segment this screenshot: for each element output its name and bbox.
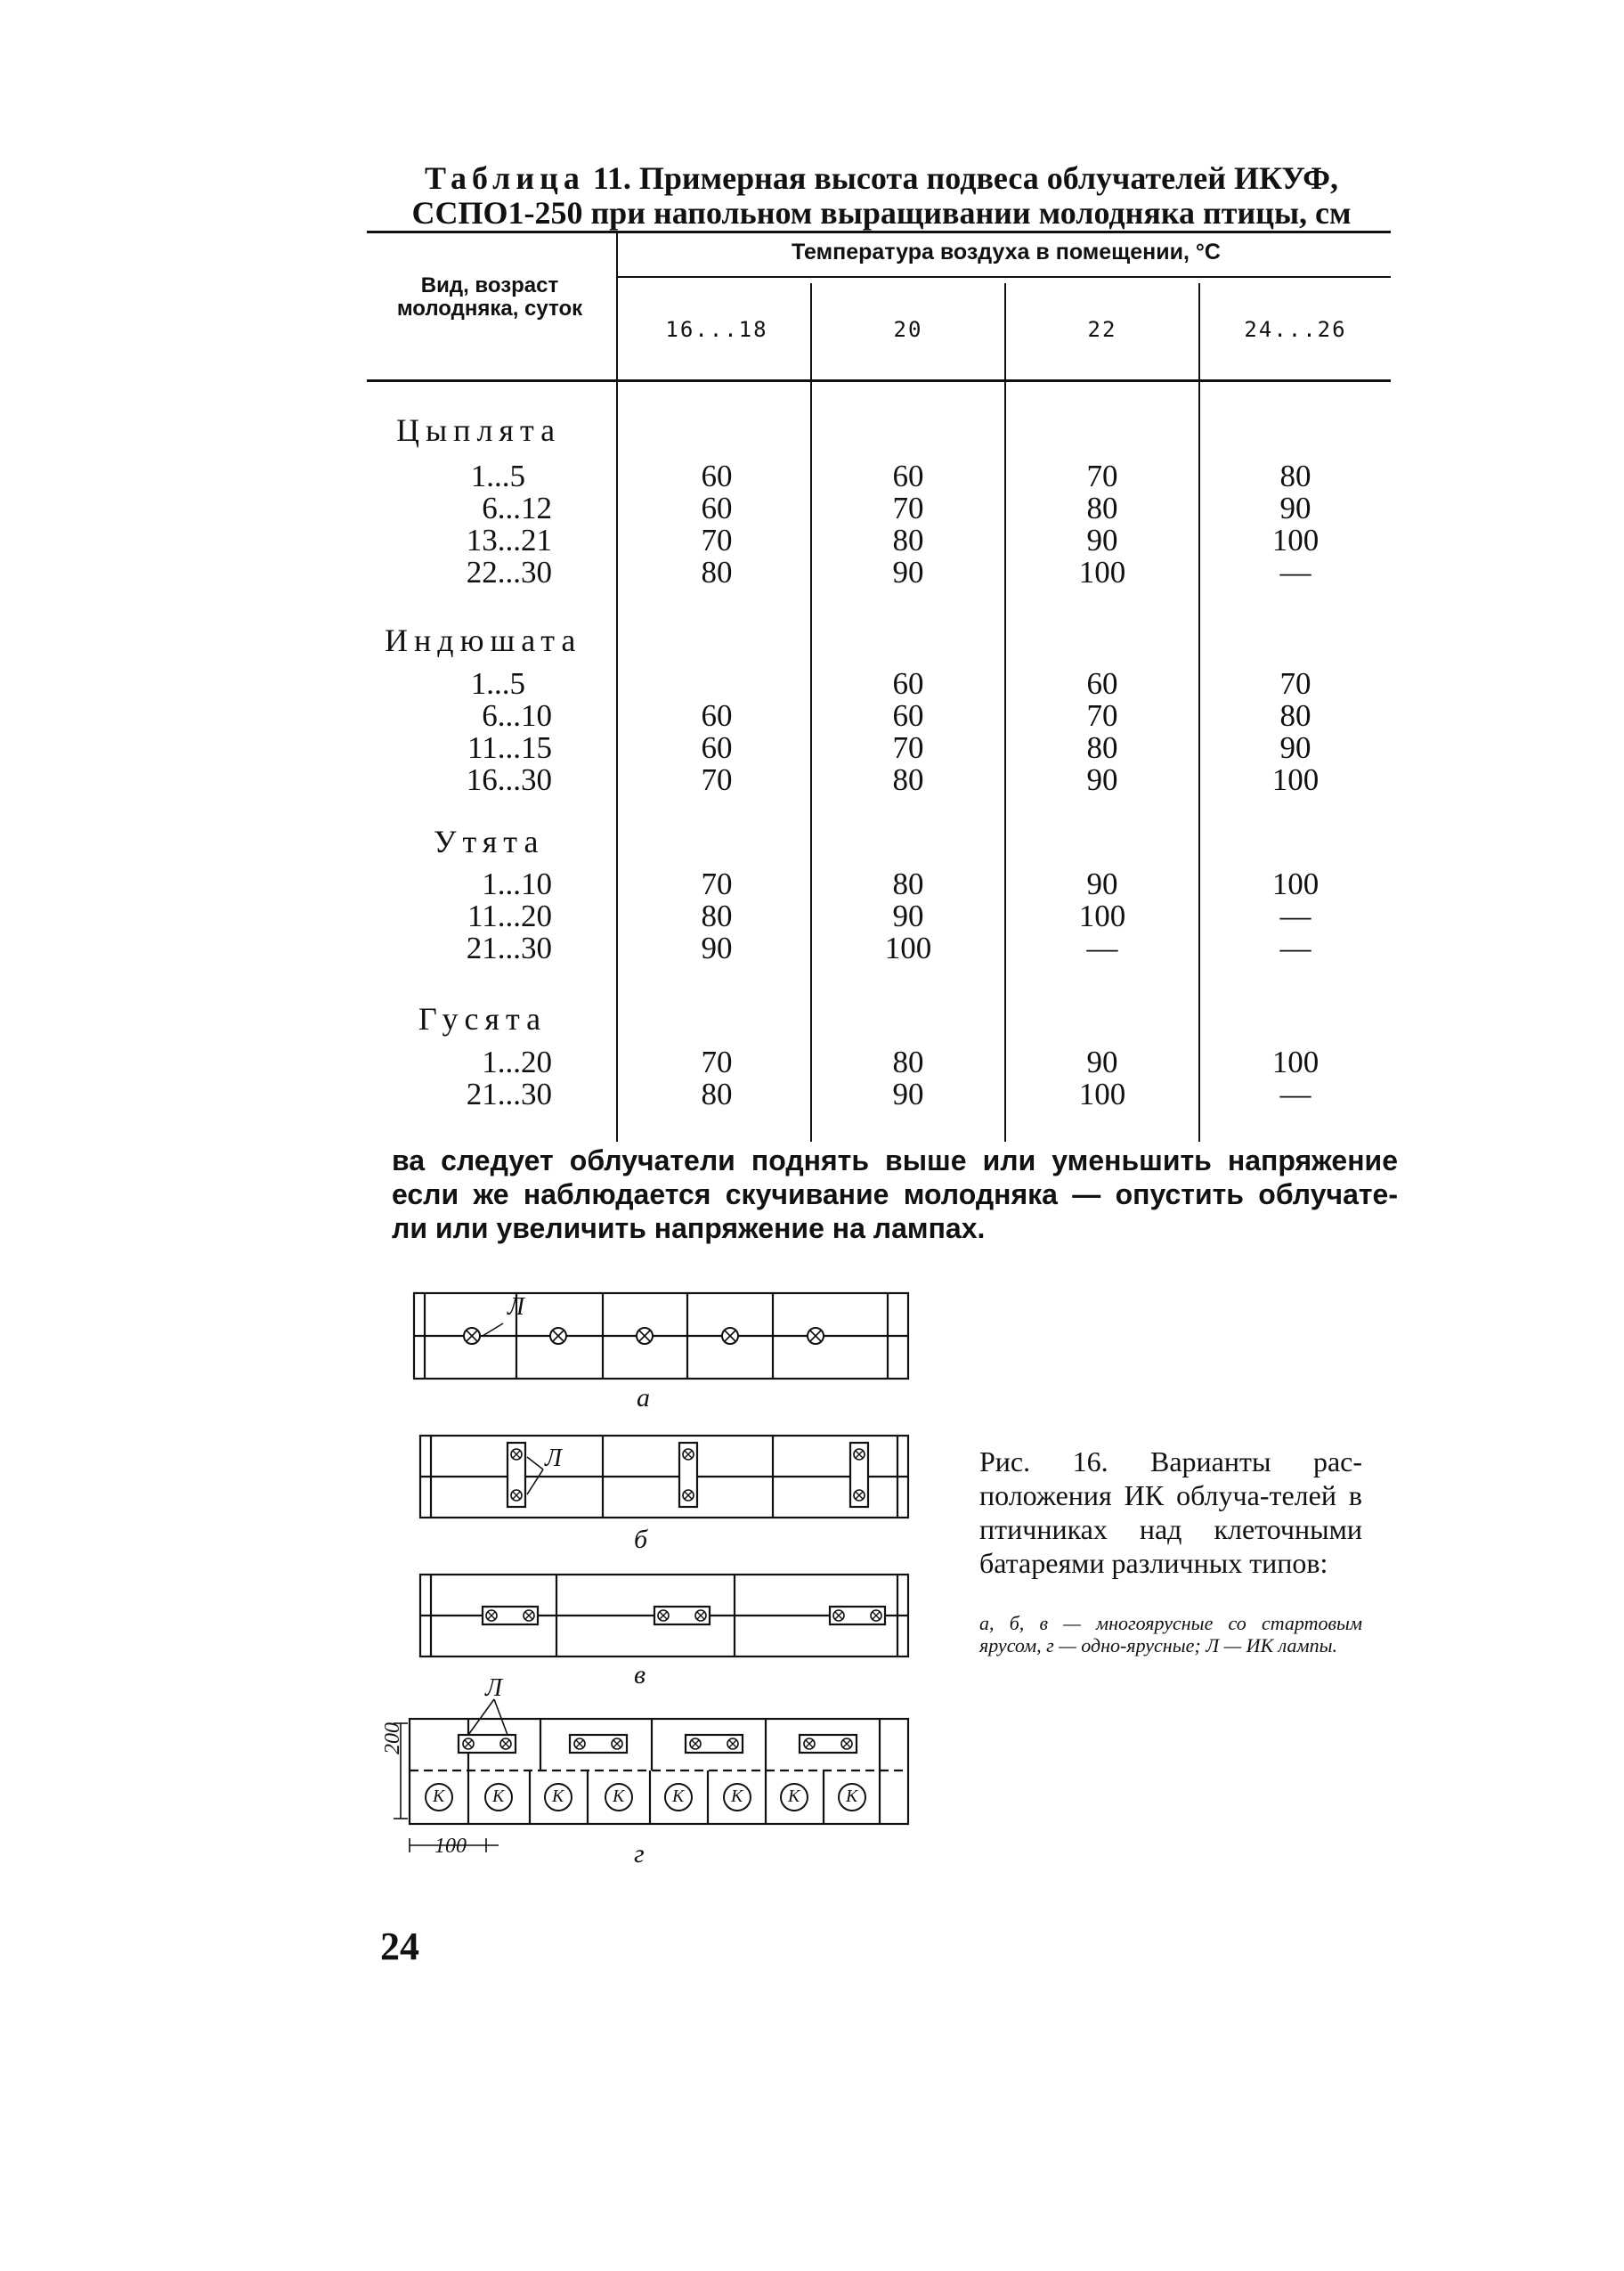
age-cell: 11...15: [467, 730, 552, 765]
age-cell: 13...21: [466, 523, 552, 558]
row-header: Вид, возраст молодняка, суток: [396, 273, 583, 321]
column-header: 22: [1087, 317, 1117, 342]
panel-b-layout: [420, 1436, 908, 1518]
col-divider-3: [1198, 283, 1200, 1142]
panel-label-g: г: [634, 1839, 645, 1868]
value-cell: 70: [701, 523, 733, 558]
dimension-height: 200: [381, 1722, 404, 1754]
cage-letter: К: [613, 1787, 625, 1806]
lamp-icon: [683, 1449, 694, 1460]
value-cell: 80: [1279, 698, 1311, 733]
lamp-icon: [841, 1738, 852, 1749]
value-cell: 80: [1279, 459, 1311, 493]
value-cell: 90: [1086, 1045, 1118, 1079]
body-line: если же наблюдается скучивание молодняка — опустить облучате-: [392, 1178, 1398, 1210]
value-cell: 60: [892, 459, 924, 493]
age-cell: 6...10: [482, 698, 552, 733]
body-line: ва следует облучатели поднять выше или уменьшить напряжение: [392, 1144, 1398, 1176]
age-cell: 1...5: [470, 666, 525, 701]
lamp-icon: [833, 1610, 844, 1621]
value-cell: 90: [701, 931, 733, 965]
value-cell: 100: [1078, 899, 1126, 933]
lamp-icon: [511, 1490, 522, 1501]
value-cell: 90: [1279, 730, 1311, 765]
column-header: 20: [893, 317, 923, 342]
table-caption-line1: Примерная высота подвеса облучателей ИКУФ,: [638, 160, 1339, 196]
lamp-icon: [463, 1738, 474, 1749]
column-header: 24...26: [1244, 317, 1347, 342]
age-cell: 6...12: [482, 491, 552, 525]
table-caption-number: 11.: [592, 160, 631, 196]
lamp-icon: [550, 1328, 566, 1344]
lamp-icon: [804, 1738, 815, 1749]
lamp-icon: [637, 1328, 653, 1344]
cage-letter: К: [788, 1787, 800, 1806]
group-name: Утята: [434, 824, 545, 859]
value-cell: 60: [701, 491, 733, 525]
value-cell: 100: [1078, 1077, 1126, 1111]
cage-letter: К: [846, 1787, 858, 1806]
page-number: 24: [380, 1925, 419, 1968]
column-header: 16...18: [665, 317, 768, 342]
lamp-icon: [854, 1449, 865, 1460]
lamp-label: Л: [485, 1674, 502, 1702]
value-cell: 80: [1086, 730, 1118, 765]
dimension-width: 100: [434, 1835, 467, 1858]
group-name: Индюшата: [385, 623, 582, 658]
col-divider-1: [810, 283, 812, 1142]
table-caption-label: Таблица: [424, 160, 585, 196]
col-divider-2: [1004, 283, 1006, 1142]
panel-label-v: в: [634, 1660, 646, 1689]
figure-legend: а, б, в — многоярусные со стартовым ярусом, г — одно-ярусные; Л — ИК лампы.: [979, 1612, 1362, 1656]
cage-letter: К: [731, 1787, 743, 1806]
lamp-icon: [722, 1328, 738, 1344]
col-divider-main: [616, 233, 618, 1142]
value-cell: 60: [701, 459, 733, 493]
body-line: ли или увеличить напряжение на лампах.: [392, 1212, 986, 1244]
lamp-icon: [808, 1328, 824, 1344]
value-cell: 80: [1086, 491, 1118, 525]
value-cell: 80: [701, 1077, 733, 1111]
value-cell: 90: [1279, 491, 1311, 525]
lamp-icon: [486, 1610, 497, 1621]
age-cell: 1...10: [482, 867, 552, 901]
value-cell: 70: [892, 491, 924, 525]
value-cell: 70: [1279, 666, 1311, 701]
value-cell: 90: [892, 555, 924, 590]
value-cell: 100: [1271, 523, 1320, 558]
age-cell: 22...30: [466, 555, 552, 590]
value-cell: 80: [892, 523, 924, 558]
lamp-icon: [500, 1738, 511, 1749]
figure-16-diagram: [383, 1282, 917, 1870]
column-group-rule: [617, 276, 1391, 278]
value-cell: 60: [1086, 666, 1118, 701]
lamp-icon: [871, 1610, 881, 1621]
value-cell: 70: [1086, 459, 1118, 493]
value-cell: 100: [1271, 1045, 1320, 1079]
value-cell: —: [1279, 555, 1311, 590]
age-cell: 21...30: [466, 1077, 552, 1111]
value-cell: 80: [701, 555, 733, 590]
cage-symbols: [383, 1784, 917, 1811]
value-cell: —: [1279, 931, 1311, 965]
value-cell: 60: [701, 698, 733, 733]
value-cell: 90: [1086, 523, 1118, 558]
lamp-icon: [727, 1738, 738, 1749]
value-cell: 90: [892, 1077, 924, 1111]
lamp-icon: [854, 1490, 865, 1501]
lamp-icon: [464, 1328, 480, 1344]
cage-letter: К: [492, 1787, 505, 1806]
body-paragraph: [392, 1144, 1398, 1245]
lamp-icon: [511, 1449, 522, 1460]
value-cell: 90: [1086, 762, 1118, 797]
lamp-icon: [574, 1738, 585, 1749]
figure-caption: Рис. 16. Варианты рас-положения ИК облуча-телей в птичниках над клеточными батареями различных типов:: [979, 1445, 1362, 1579]
cage-letter: К: [672, 1787, 685, 1806]
lamp-icon: [658, 1610, 669, 1621]
value-cell: 100: [1271, 867, 1320, 901]
value-cell: 90: [892, 899, 924, 933]
cage-letter: К: [552, 1787, 564, 1806]
lamp-icon: [690, 1738, 701, 1749]
lamp-label: Л: [508, 1293, 524, 1321]
age-cell: 11...20: [467, 899, 552, 933]
value-cell: 70: [701, 867, 733, 901]
cage-letter: К: [433, 1787, 445, 1806]
value-cell: 100: [1078, 555, 1126, 590]
table-caption: [374, 160, 1389, 196]
age-cell: 1...5: [470, 459, 525, 493]
group-name: Цыплята: [396, 412, 562, 448]
lamp-icon: [695, 1610, 706, 1621]
panel-label-b: б: [634, 1525, 648, 1554]
value-cell: —: [1086, 931, 1118, 965]
value-cell: 80: [892, 762, 924, 797]
value-cell: 70: [701, 1045, 733, 1079]
value-cell: 70: [892, 730, 924, 765]
value-cell: 80: [701, 899, 733, 933]
age-cell: 1...20: [482, 1045, 552, 1079]
value-cell: 70: [1086, 698, 1118, 733]
value-cell: 100: [884, 931, 932, 965]
age-cell: 21...30: [466, 931, 552, 965]
value-cell: 60: [892, 698, 924, 733]
column-group-header: Температура воздуха в помещении, °С: [792, 240, 1221, 265]
table-top-rule: [367, 231, 1391, 233]
panel-label-a: а: [637, 1383, 650, 1412]
value-cell: 80: [892, 867, 924, 901]
value-cell: 90: [1086, 867, 1118, 901]
value-cell: —: [1279, 1077, 1311, 1111]
lamp-icon: [524, 1610, 534, 1621]
value-cell: —: [1279, 899, 1311, 933]
table-header-bottom-rule: [367, 379, 1391, 382]
value-cell: 100: [1271, 762, 1320, 797]
panel-a-layout: [414, 1293, 908, 1379]
table-caption-line2: ССПО1-250 при напольном выращивании молодняка птицы, см: [411, 195, 1352, 231]
lamp-label: Л: [545, 1445, 562, 1472]
value-cell: 70: [701, 762, 733, 797]
panel-g-layout: [394, 1699, 908, 1852]
age-cell: 16...30: [466, 762, 552, 797]
lamp-icon: [683, 1490, 694, 1501]
value-cell: 60: [701, 730, 733, 765]
value-cell: 60: [892, 666, 924, 701]
value-cell: 80: [892, 1045, 924, 1079]
group-name: Гусята: [418, 1001, 548, 1037]
lamp-icon: [612, 1738, 622, 1749]
